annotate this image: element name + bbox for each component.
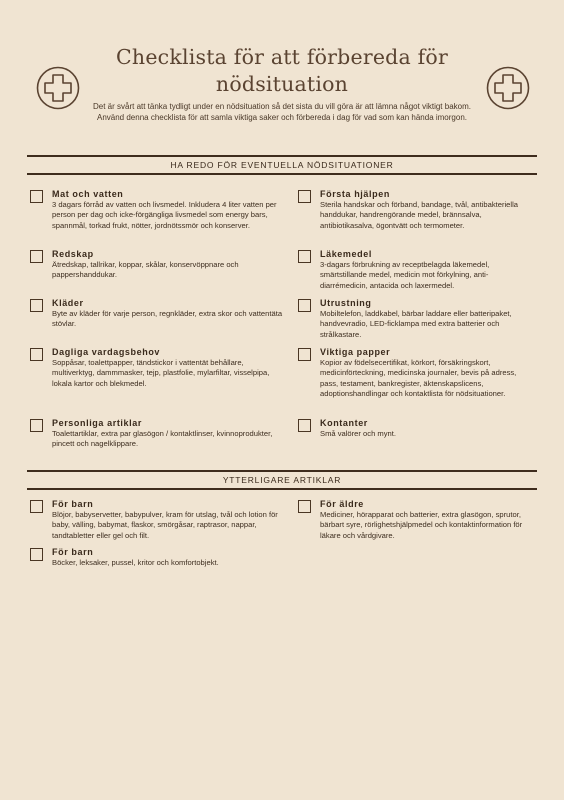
item-title: Viktiga papper — [320, 347, 391, 357]
item-description: Böcker, leksaker, pussel, kritor och komfortobjekt. — [52, 558, 219, 567]
checkbox[interactable] — [30, 299, 43, 312]
page-title: Checklista för att förbereda för nödsituation — [116, 45, 448, 96]
item-description: Ätredskap, tallrikar, koppar, skålar, konservöppnare och pappershanddukar. — [52, 260, 239, 280]
checkbox[interactable] — [30, 250, 43, 263]
checkbox[interactable] — [30, 500, 43, 513]
item-description: Kopior av födelsecertifikat, körkort, försäkringskort, medicinförteckning, medicinska journaler, bevis på adress, pass, testament, bankregister, äktenskapslicens, adoptionshandlingar och kontaktlista för nödsituationer. — [320, 358, 517, 399]
item-title: Mat och vatten — [52, 189, 124, 199]
first-aid-cross-icon — [486, 66, 530, 110]
checkbox[interactable] — [30, 548, 43, 561]
item-title: För barn — [52, 547, 94, 557]
item-description: Sterila handskar och förband, bandage, tvål, antibakteriella handdukar, handrengörande medel, brännsalva, antibiotikasalva, ögontvätt och termometer. — [320, 200, 518, 230]
item-title: Första hjälpen — [320, 189, 390, 199]
checkbox[interactable] — [298, 500, 311, 513]
checkbox[interactable] — [30, 348, 43, 361]
item-description: Blöjor, babyservetter, babypulver, kram för utslag, tvål och lotion för baby, välling, babymat, flaskor, smörgåsar, raptrasor, nappar, tandtabletter eller gel och filt. — [52, 510, 278, 540]
item-description: 3 dagars förråd av vatten och livsmedel. Inkludera 4 liter vatten per person per dag och icke-förgängliga livsmedel som energy bars, spannmål, torkad frukt, nötter, jordnötssmör och konserver. — [52, 200, 277, 230]
first-aid-cross-icon — [36, 66, 80, 110]
section-heading-additional: YTTERLIGARE ARTIKLAR — [27, 470, 537, 490]
item-title: Kläder — [52, 298, 84, 308]
item-title: För barn — [52, 499, 94, 509]
item-title: Läkemedel — [320, 249, 372, 259]
intro-text: Det är svårt att tänka tydligt under en nödsituation så det sista du vill göra är att lämna något viktigt bakom. Använd denna checklista för att samla viktiga saker och förbereda i dag för vad som kan hända imorgon. — [93, 102, 471, 122]
item-title: Personliga artiklar — [52, 418, 142, 428]
item-title: Utrustning — [320, 298, 372, 308]
item-description: Byte av kläder för varje person, regnkläder, extra skor och vattentäta stövlar. — [52, 309, 283, 329]
item-description: Mobiltelefon, laddkabel, bärbar laddare eller batteripaket, handvevradio, LED-ficklampa med extra batterier och strålkastare. — [320, 309, 512, 339]
item-description: Mediciner, hörapparat och batterier, extra glasögon, sprutor, bärbart syre, rörlighetshjälpmedel och kontaktinformation för läkare och vårdgivare. — [320, 510, 523, 540]
item-description: 3-dagars förbrukning av receptbelagda läkemedel, smärtstillande medel, medicin mot förkylning, anti-diarrémedicin, antacida och laxermedel. — [320, 260, 490, 290]
checkbox[interactable] — [298, 250, 311, 263]
checkbox[interactable] — [298, 348, 311, 361]
item-description: Soppåsar, toalettpapper, tändstickor i vattentät behållare, multiverktyg, dammmasker, tejp, plastfolie, mylarfiltar, visselpipa, lokala kartor och blekmedel. — [52, 358, 270, 388]
item-title: Dagliga vardagsbehov — [52, 347, 161, 357]
checkbox[interactable] — [298, 419, 311, 432]
item-title: Redskap — [52, 249, 94, 259]
section-heading-emergencies: HA REDO FÖR EVENTUELLA NÖDSITUATIONER — [27, 155, 537, 175]
checkbox[interactable] — [30, 419, 43, 432]
item-title: För äldre — [320, 499, 364, 509]
item-description: Toalettartiklar, extra par glasögon / kontaktlinser, kvinnoprodukter, pincett och nagelklippare. — [52, 429, 273, 449]
checkbox[interactable] — [298, 299, 311, 312]
checkbox[interactable] — [30, 190, 43, 203]
item-title: Kontanter — [320, 418, 368, 428]
checkbox[interactable] — [298, 190, 311, 203]
item-description: Små valörer och mynt. — [320, 429, 396, 438]
